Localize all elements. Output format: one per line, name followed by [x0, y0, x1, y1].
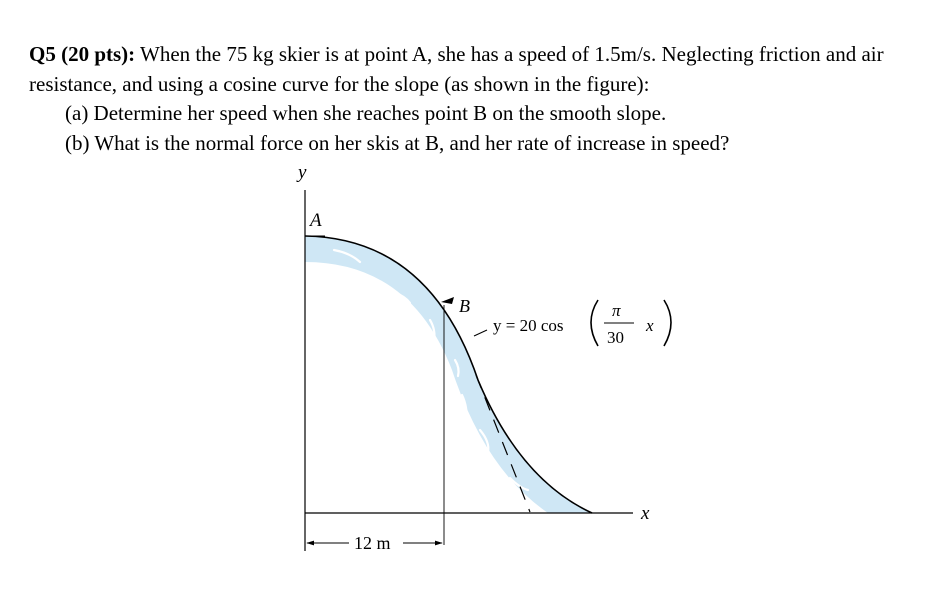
equation-right-paren	[664, 300, 671, 346]
question-label: Q5 (20 pts):	[29, 42, 136, 66]
equation-left-paren	[591, 300, 598, 346]
equation-leader	[474, 330, 487, 336]
slope-equation	[493, 300, 671, 347]
fraction-numerator: π	[612, 301, 621, 320]
point-b-label: B	[459, 296, 470, 316]
x-axis-label: x	[641, 503, 650, 524]
question-part-b: (b) What is the normal force on her skis at B, and her rate of increase in speed?	[65, 130, 730, 155]
question-body: When the 75 kg skier is at point A, she has a speed of 1.5m/s. Neglecting friction and air resistance, and using a cosine curve for the slope (as shown in the figure):	[29, 42, 884, 96]
fraction-denominator: 30	[607, 328, 624, 347]
dimension-label: 12 m	[354, 533, 391, 553]
equation-prefix: y = 20 cos	[493, 316, 564, 335]
y-axis-label: y	[298, 162, 307, 183]
skier-icon	[441, 297, 454, 304]
point-a-label: A	[310, 210, 322, 231]
slope-surface	[305, 236, 592, 513]
question-part-a: (a) Determine her speed when she reaches point B on the smooth slope.	[65, 101, 667, 125]
equation-variable: x	[646, 316, 654, 335]
dimension-12m	[305, 513, 442, 553]
